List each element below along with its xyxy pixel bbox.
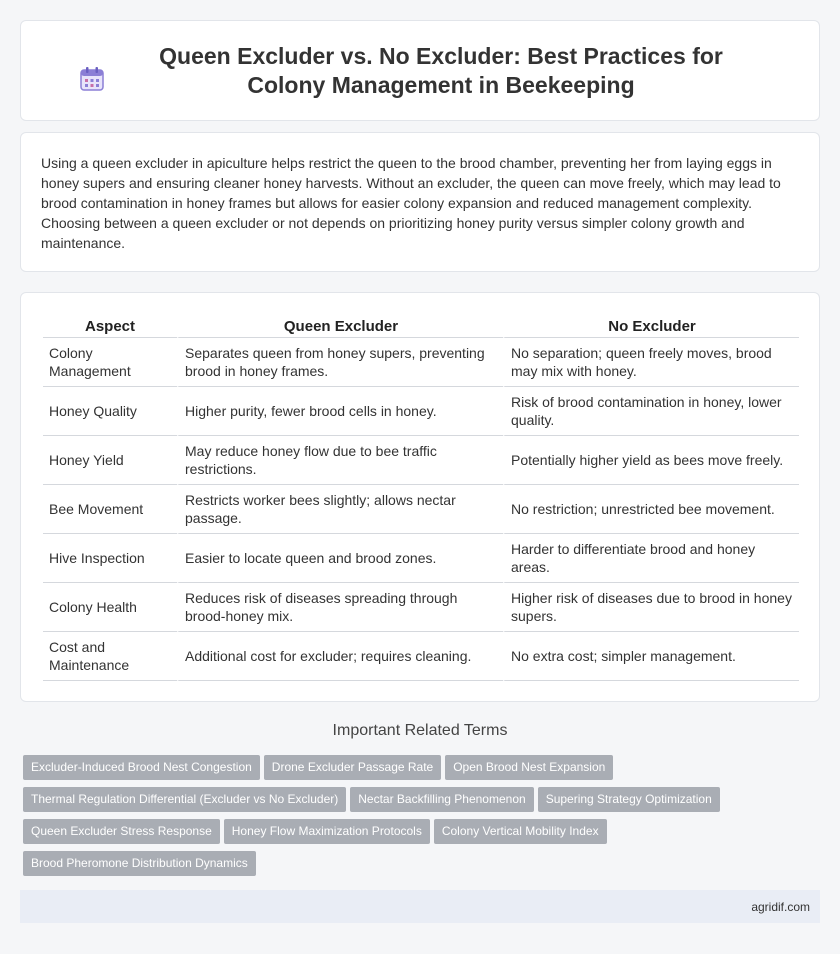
cell-queen-excluder: May reduce honey flow due to bee traffic restrictions. xyxy=(177,436,503,485)
cell-queen-excluder: Easier to locate queen and brood zones. xyxy=(177,534,503,583)
table-row xyxy=(43,338,799,387)
related-term-tag[interactable]: Excluder-Induced Brood Nest Congestion xyxy=(23,755,260,780)
intro-card xyxy=(20,132,820,272)
cell-queen-excluder: Higher purity, fewer brood cells in honey. xyxy=(177,387,503,436)
cell-queen-excluder: Reduces risk of diseases spreading through brood-honey mix. xyxy=(177,583,503,632)
related-terms-heading: Important Related Terms xyxy=(332,722,508,739)
cell-aspect: Colony Health xyxy=(43,583,177,632)
table-row xyxy=(43,436,799,485)
cell-no-excluder: Higher risk of diseases due to brood in honey supers. xyxy=(503,583,799,632)
related-term-tag[interactable]: Supering Strategy Optimization xyxy=(538,787,720,812)
cell-aspect: Honey Yield xyxy=(43,436,177,485)
header-queen-excluder: Queen Excluder xyxy=(177,313,503,338)
footer-site-link[interactable]: agridif.com xyxy=(751,900,810,914)
cell-no-excluder: No separation; queen freely moves, brood may mix with honey. xyxy=(503,338,799,387)
page-title: Queen Excluder vs. No Excluder: Best Practices for Colony Management in Beekeeping xyxy=(159,42,723,98)
cell-aspect: Cost and Maintenance xyxy=(43,632,177,681)
cell-queen-excluder: Separates queen from honey supers, preventing brood in honey frames. xyxy=(177,338,503,387)
table-row xyxy=(43,632,799,681)
table-header-row xyxy=(43,313,799,338)
related-terms-list xyxy=(23,755,813,883)
related-term-tag[interactable]: Thermal Regulation Differential (Excluder vs No Excluder) xyxy=(23,787,346,812)
table-row xyxy=(43,583,799,632)
cell-no-excluder: Potentially higher yield as bees move freely. xyxy=(503,436,799,485)
related-term-tag[interactable]: Brood Pheromone Distribution Dynamics xyxy=(23,851,256,876)
related-term-tag[interactable]: Colony Vertical Mobility Index xyxy=(434,819,607,844)
calendar-icon xyxy=(79,66,105,92)
related-term-tag[interactable]: Open Brood Nest Expansion xyxy=(445,755,613,780)
cell-aspect: Hive Inspection xyxy=(43,534,177,583)
cell-no-excluder: Harder to differentiate brood and honey areas. xyxy=(503,534,799,583)
comparison-card xyxy=(20,292,820,702)
title-card xyxy=(20,20,820,121)
cell-aspect: Honey Quality xyxy=(43,387,177,436)
related-term-tag[interactable]: Queen Excluder Stress Response xyxy=(23,819,220,844)
cell-aspect: Colony Management xyxy=(43,338,177,387)
table-row xyxy=(43,534,799,583)
intro-paragraph: Using a queen excluder in apiculture helps restrict the queen to the brood chamber, preventing her from laying eggs in honey supers and ensuring cleaner honey harvests. Without an excluder, the queen can move freely, which may lead to brood contamination in honey frames but allows for easier colony expansion and reduced management complexity. Choosing between a queen excluder or not depends on prioritizing honey purity versus simpler colony growth and maintenance. xyxy=(41,155,781,251)
cell-no-excluder: Risk of brood contamination in honey, lower quality. xyxy=(503,387,799,436)
cell-no-excluder: No extra cost; simpler management. xyxy=(503,632,799,681)
footer xyxy=(20,890,820,923)
header-no-excluder: No Excluder xyxy=(503,313,799,338)
header-aspect: Aspect xyxy=(43,313,177,338)
cell-queen-excluder: Additional cost for excluder; requires cleaning. xyxy=(177,632,503,681)
title-wrap xyxy=(70,42,770,100)
cell-queen-excluder: Restricts worker bees slightly; allows nectar passage. xyxy=(177,485,503,534)
table-row xyxy=(43,485,799,534)
comparison-table xyxy=(43,313,799,681)
table-row xyxy=(43,387,799,436)
cell-aspect: Bee Movement xyxy=(43,485,177,534)
related-term-tag[interactable]: Honey Flow Maximization Protocols xyxy=(224,819,430,844)
related-term-tag[interactable]: Nectar Backfilling Phenomenon xyxy=(350,787,533,812)
related-term-tag[interactable]: Drone Excluder Passage Rate xyxy=(264,755,441,780)
cell-no-excluder: No restriction; unrestricted bee movement. xyxy=(503,485,799,534)
